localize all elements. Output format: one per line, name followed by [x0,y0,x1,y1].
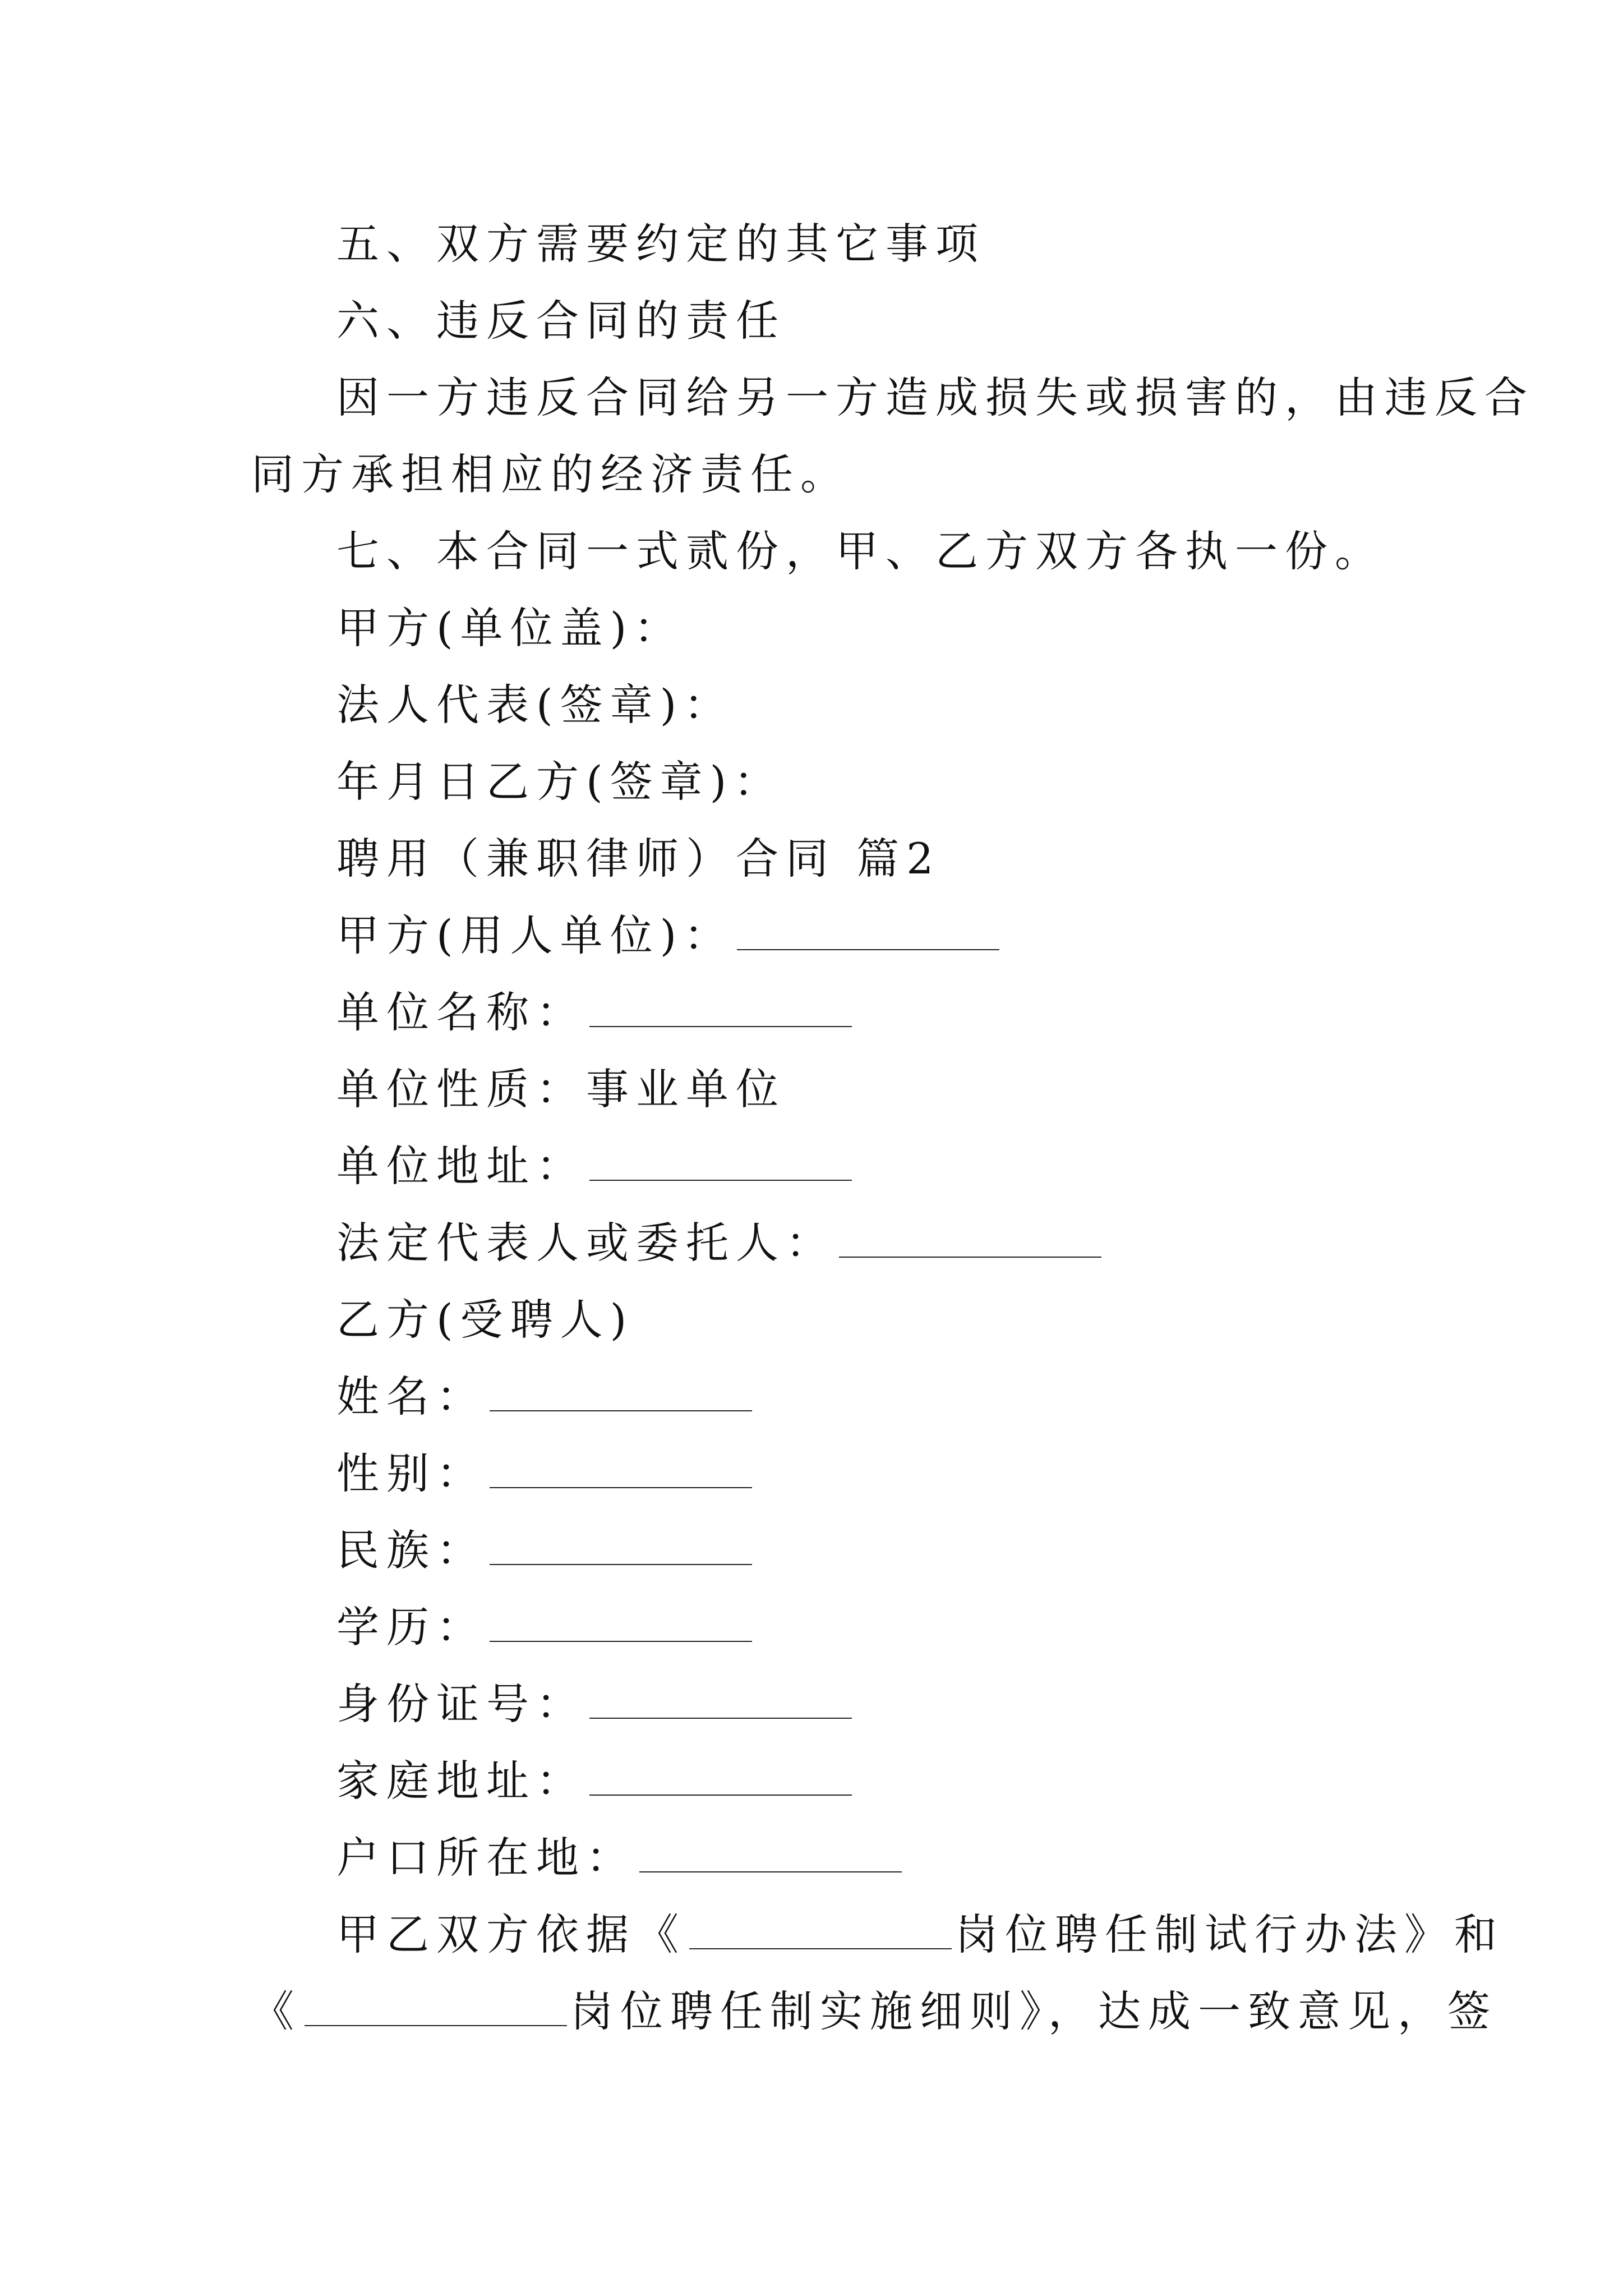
unit-address-blank [589,1140,852,1181]
unit-nature-field: 单位性质：事业单位 [336,1064,786,1114]
liability-paragraph-line-1: 因一方违反合同给另一方造成损失或损害的，由违反合 [336,372,1534,422]
home-address-blank [589,1755,852,1796]
basis-paragraph-line-2: 《 岗位聘任制实施细则》，达成一致意见，签 [251,1986,1497,2036]
education-field: 学历： [336,1599,755,1655]
name-blank [490,1371,752,1411]
section-six-heading: 六、违反合同的责任 [336,296,786,346]
legal-rep-field: 法定代表人或委托人： [336,1215,1105,1271]
employer-field: 甲方(用人单位)： [336,908,1003,964]
legal-rep-blank [839,1217,1101,1258]
basis-paragraph-line-1: 甲乙双方依据《 岗位聘任制试行办法》和 [336,1910,1504,1959]
date-party-b-signature-label: 年月日乙方(签章)： [336,757,784,807]
employer-blank [737,910,999,950]
section-five-heading: 五、双方需要约定的其它事项 [336,219,985,269]
education-blank [490,1602,752,1642]
contract-2-title: 聘用（兼职律师）合同 篇2 [336,834,941,884]
home-address-field: 家庭地址： [336,1753,855,1809]
household-registration-blank [639,1832,902,1872]
ethnicity-blank [490,1525,752,1565]
party-b-heading: 乙方(受聘人) [336,1295,634,1345]
implementation-rules-blank [305,1986,567,2026]
gender-field: 性别： [336,1446,755,1502]
id-number-field: 身份证号： [336,1676,855,1732]
unit-name-field: 单位名称： [336,984,855,1041]
unit-address-field: 单位地址： [336,1138,855,1194]
name-field: 姓名： [336,1369,755,1425]
id-number-blank [589,1678,852,1719]
section-seven-text: 七、本合同一式贰份，甲、乙方双方各执一份。 [336,526,1385,576]
trial-measures-blank [689,1909,952,1949]
party-a-seal-label: 甲方(单位盖)： [336,603,684,653]
unit-name-blank [589,987,852,1027]
legal-rep-signature-label: 法人代表(签章)： [336,680,734,730]
gender-blank [490,1448,752,1488]
household-registration-field: 户口所在地： [336,1830,905,1886]
ethnicity-field: 民族： [336,1522,755,1579]
liability-paragraph-line-2: 同方承担相应的经济责任。 [251,449,850,499]
